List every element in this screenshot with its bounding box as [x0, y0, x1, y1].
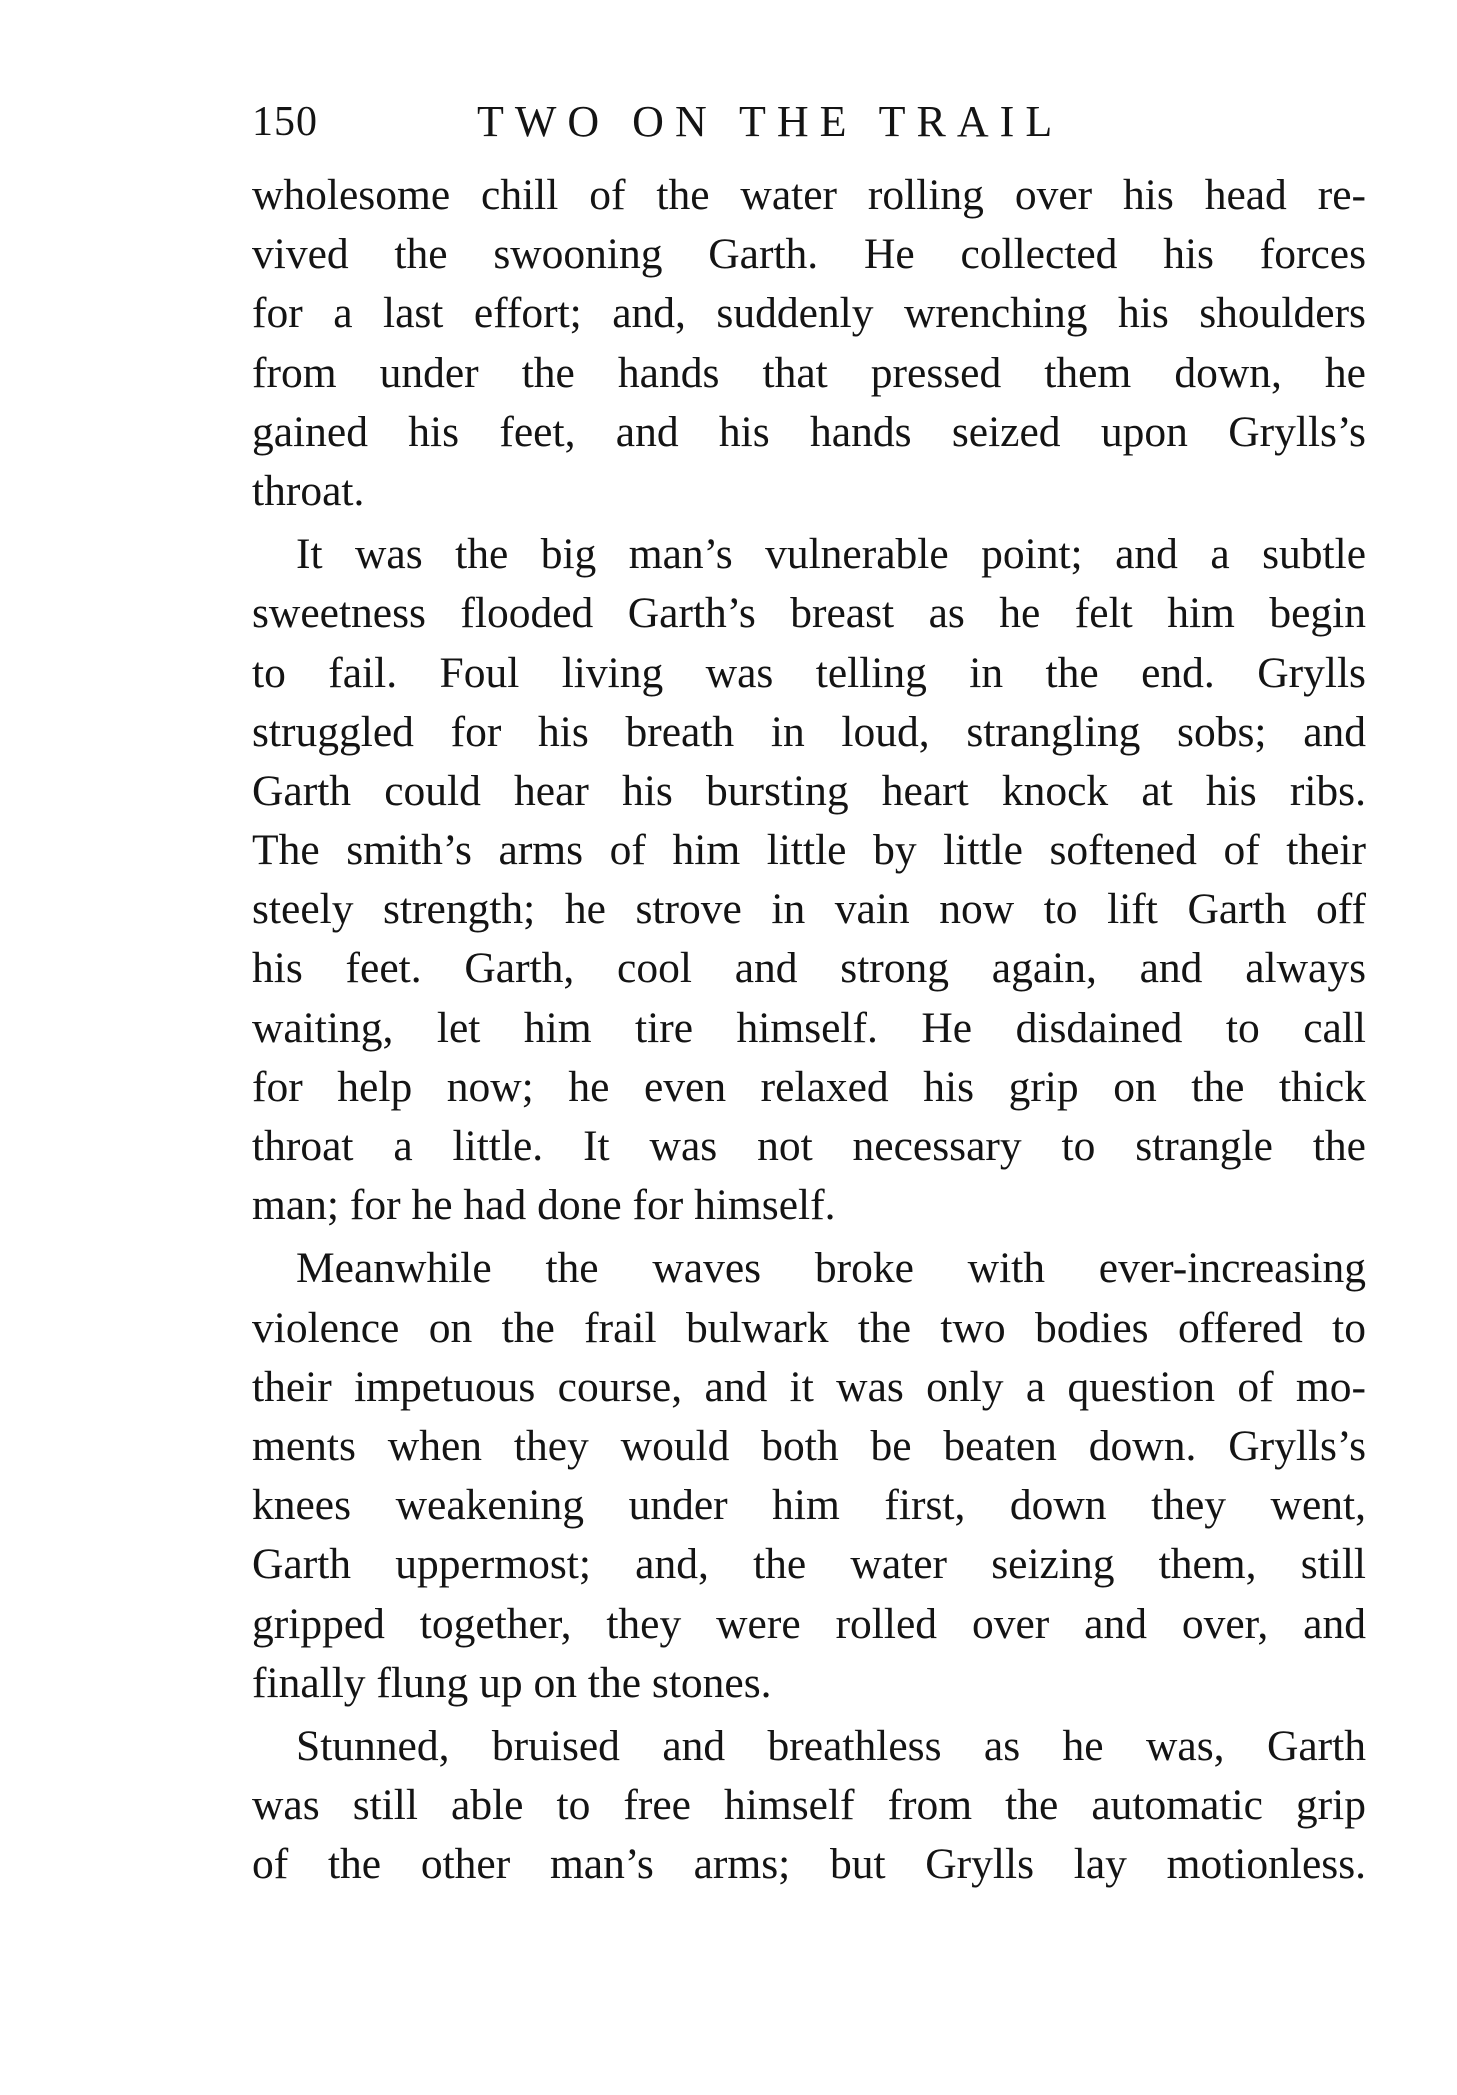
- text-line: his feet. Garth, cool and strong again, and always: [252, 944, 1366, 993]
- text-line: wholesome chill of the water rolling over his head re-: [252, 171, 1366, 219]
- text-line: knees weakening under him first, down they went,: [252, 1481, 1366, 1530]
- text-line: The smith’s arms of him little by little softened of their: [252, 826, 1366, 875]
- text-line: steely strength; he strove in vain now to lift Garth off: [252, 885, 1366, 934]
- text-line: waiting, let him tire himself. He disdained to call: [252, 1003, 1366, 1052]
- text-line: throat a little. It was not necessary to strangle the: [252, 1122, 1366, 1170]
- text-line: for a last effort; and, suddenly wrenching his shoulders: [252, 289, 1366, 338]
- text-line: It was the big man’s vulnerable point; and a subtle: [296, 530, 1366, 579]
- text-line: gripped together, they were rolled over and over, and: [252, 1599, 1366, 1648]
- text-line: Stunned, bruised and breathless as he was, Garth: [296, 1721, 1366, 1770]
- text-line: their impetuous course, and it was only a question of mo-: [252, 1362, 1366, 1411]
- text-line: was still able to free himself from the automatic grip: [252, 1781, 1366, 1830]
- paragraph: [252, 1717, 1366, 1895]
- text-line: Meanwhile the waves broke with ever-increasing: [296, 1244, 1366, 1293]
- text-line: Garth could hear his bursting heart knock at his ribs.: [252, 766, 1366, 815]
- running-title: TWO ON THE TRAIL: [477, 97, 1064, 146]
- text-line: violence on the frail bulwark the two bodies offered to: [252, 1303, 1366, 1352]
- text-line: for help now; he even relaxed his grip on the thick: [252, 1062, 1366, 1111]
- text-line: throat.: [252, 466, 365, 515]
- text-line: to fail. Foul living was telling in the end. Grylls: [252, 648, 1366, 697]
- text-line: of the other man’s arms; but Grylls lay motionless.: [252, 1840, 1366, 1889]
- text-line: struggled for his breath in loud, strangling sobs; and: [252, 707, 1366, 756]
- page-number: 150: [252, 99, 318, 145]
- text-line: from under the hands that pressed them down, he: [252, 348, 1366, 397]
- paragraph: [252, 1239, 1366, 1713]
- running-head: [252, 92, 1367, 152]
- text-line: vived the swooning Garth. He collected his forces: [252, 230, 1366, 279]
- text-line: sweetness flooded Garth’s breast as he felt him begin: [252, 589, 1366, 638]
- paragraph: [252, 166, 1366, 521]
- text-line: ments when they would both be beaten down. Grylls’s: [252, 1421, 1366, 1470]
- body-text: [252, 166, 1366, 1894]
- text-line: finally flung up on the stones.: [252, 1658, 772, 1707]
- paragraph: [252, 525, 1366, 1235]
- text-line: Garth uppermost; and, the water seizing them, still: [252, 1540, 1366, 1589]
- text-line: gained his feet, and his hands seized upon Grylls’s: [252, 407, 1366, 456]
- text-line: man; for he had done for himself.: [252, 1181, 836, 1230]
